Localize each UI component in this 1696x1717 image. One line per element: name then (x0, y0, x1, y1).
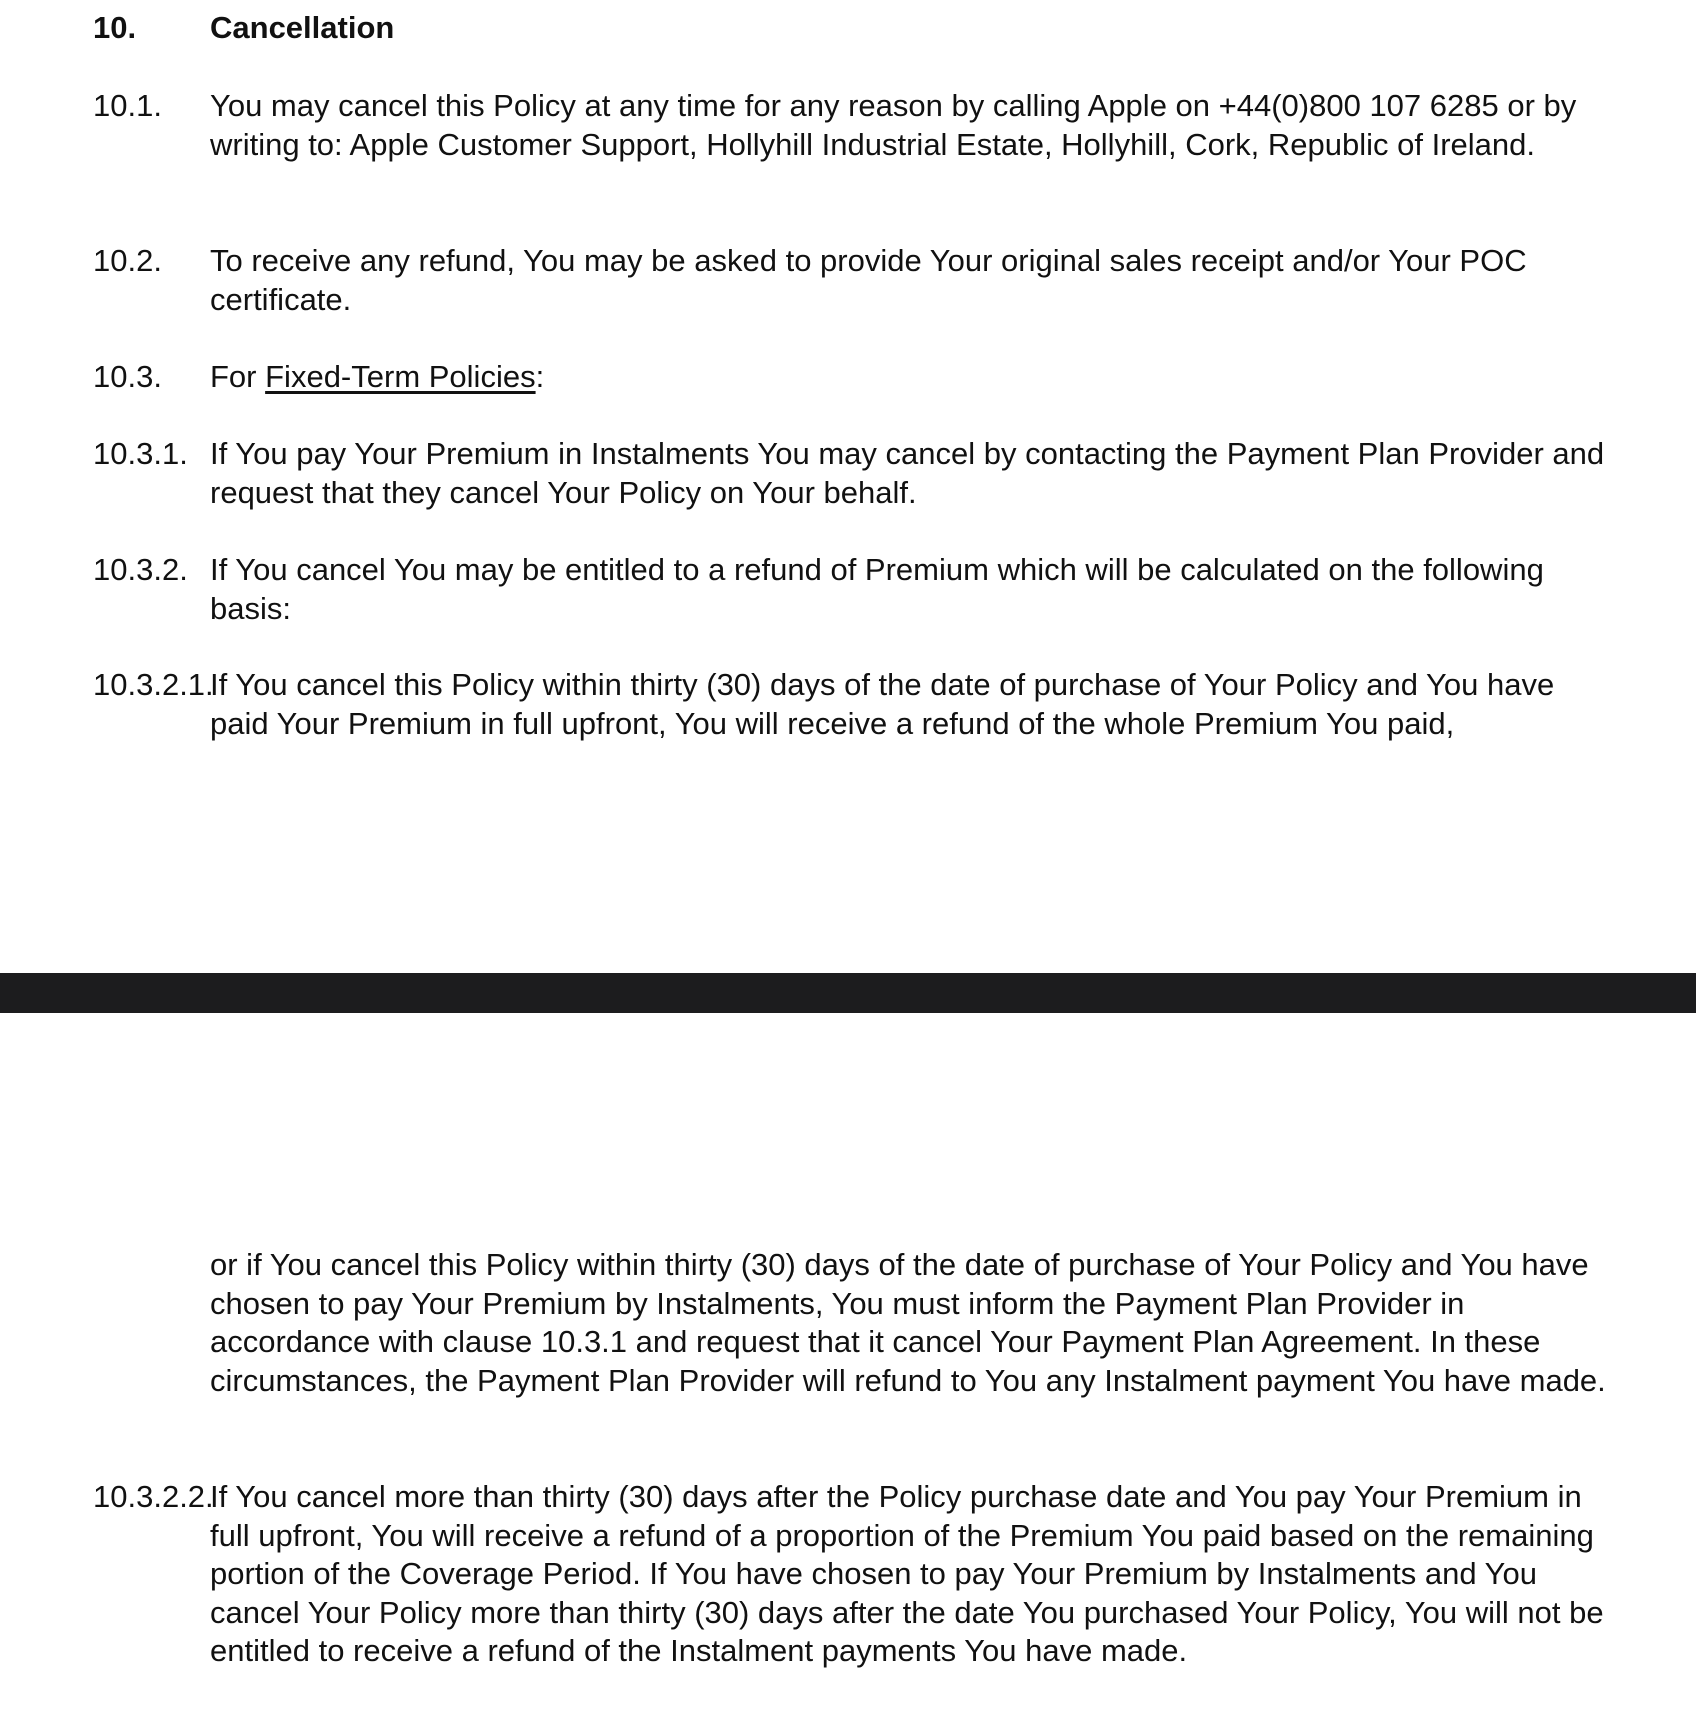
clause-text-after: : (535, 359, 545, 394)
clause-text: You may cancel this Policy at any time for any reason by calling Apple on +44(0)800 107 6285 or by writing to: Apple Customer Support, Hollyhill Industrial Estate, Hollyhill, Cork, Republic of Ireland. (210, 88, 1577, 162)
clause-number: 10.1. (93, 88, 162, 123)
clause-10-3-2-2 (93, 1478, 1613, 1671)
clause-number: 10.3.1. (93, 436, 188, 471)
section-title: Cancellation (210, 10, 395, 45)
clause-10-3-2-1 (93, 666, 1613, 743)
section-number: 10. (93, 10, 137, 45)
clause-10-3-2-1-continuation (93, 1246, 1613, 1400)
clause-text: If You cancel You may be entitled to a refund of Premium which will be calculated on the following basis: (210, 552, 1544, 626)
defined-term-link: Fixed-Term Policies (265, 359, 536, 394)
clause-text (210, 358, 1610, 397)
clause-10-1 (93, 87, 1613, 164)
clause-number: 10.3. (93, 359, 162, 394)
clause-10-3 (93, 358, 1613, 397)
clause-number: 10.3.2.1. (93, 667, 214, 702)
clause-text: If You cancel this Policy within thirty (30) days of the date of purchase of Your Policy and You have paid Your Premium in full upfront, You will receive a refund of the whole Premium You paid, (210, 667, 1555, 741)
clause-number: 10.2. (93, 243, 162, 278)
clause-text: If You pay Your Premium in Instalments You may cancel by contacting the Payment Plan Provider and request that they cancel Your Policy on Your behalf. (210, 436, 1605, 510)
clause-text: If You cancel more than thirty (30) days after the Policy purchase date and You pay Your Premium in full upfront, You will receive a refund of a proportion of the Premium You paid based on the remaining portion of the Coverage Period. If You have chosen to pay Your Premium by Instalments and You cancel Your Policy more than thirty (30) days after the date You purchased Your Policy, You will not be entitled to receive a refund of the Instalment payments You have made. (210, 1479, 1604, 1669)
section-heading (93, 9, 1613, 48)
document-page-bottom (0, 1013, 1696, 1717)
clause-text: or if You cancel this Policy within thirty (30) days of the date of purchase of Your Policy and You have chosen to pay Your Premium by Instalments, You must inform the Payment Plan Provider in accordance with clause 10.3.1 and request that it cancel Your Payment Plan Agreement. In these circumstances, the Payment Plan Provider will refund to You any Instalment payment You have made. (210, 1247, 1606, 1398)
clause-text-before: For (210, 359, 266, 394)
clause-number: 10.3.2.2. (93, 1479, 214, 1514)
page-break-divider (0, 973, 1696, 1013)
clause-10-2 (93, 242, 1613, 319)
clause-number: 10.3.2. (93, 552, 188, 587)
clause-10-3-2 (93, 551, 1613, 628)
clause-text: To receive any refund, You may be asked to provide Your original sales receipt and/or Your POC certificate. (210, 243, 1527, 317)
clause-10-3-1 (93, 435, 1613, 512)
